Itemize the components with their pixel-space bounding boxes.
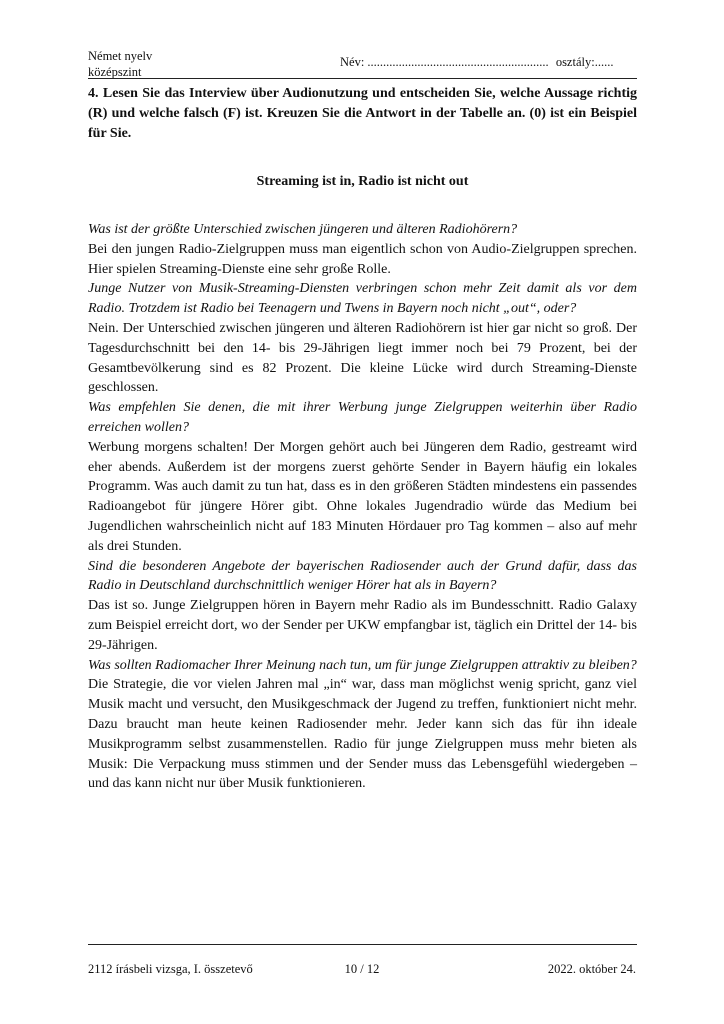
name-field: Név: ..........................................................: [340, 55, 549, 69]
interview-question: Was empfehlen Sie denen, die mit ihrer Werbung junge Zielgruppen weiterhin über Radio erreichen wollen?: [88, 400, 637, 435]
subject-level: középszint: [88, 65, 142, 79]
exam-code: 2112 írásbeli vizsga, I. összetevő: [88, 962, 253, 976]
interview-answer: Nein. Der Unterschied zwischen jüngeren und älteren Radiohörern ist hier gar nicht so groß. Der Tagesdurchschnitt bei den 14- bis 29-Jährigen liegt immer noch bei 79 Prozent, bei der Gesamtbevölkerung sind es 82 Prozent. Die kleine Lücke wird durch Streaming-Dienste geschlossen.: [88, 320, 637, 396]
interview-answer: Werbung morgens schalten! Der Morgen gehört auch bei Jüngeren dem Radio, gestreamt wird eher abends. Außerdem ist der morgens zuerst gehörte Sender in Bayern häufig ein lokales Programm. Was auch damit zu tun hat, dass es in den größeren Städten mindestens ein passendes Radioangebot für jüngere Hörer gibt. Ohne lokales Jugendradio würde das Medium bei Jugendlichen wahrscheinlich nicht auf 183 Minuten Hördauer pro Tag kommen – also auf mehr als drei Stunden.: [88, 439, 637, 554]
interview-answer: Bei den jungen Radio-Zielgruppen muss man eigentlich schon von Audio-Zielgruppen sprechen. Hier spielen Streaming-Dienste eine sehr große Rolle.: [88, 241, 637, 277]
student-info: [340, 55, 617, 70]
interview-question: Was ist der größte Unterschied zwischen jüngeren und älteren Radiohörern?: [88, 222, 518, 237]
subject-header: [88, 48, 152, 80]
interview-text: [88, 220, 637, 794]
interview-answer: Das ist so. Junge Zielgruppen hören in Bayern mehr Radio als im Bundesschnitt. Radio Galaxy zum Beispiel erreicht dort, wo der Sender per UKW empfangbar ist, täglich ein Drittel der 14- bis 29-Jährigen.: [88, 598, 637, 653]
interview-question: Junge Nutzer von Musik-Streaming-Diensten verbringen schon mehr Zeit damit als vor dem Radio. Trotzdem ist Radio bei Teenagern und Twens in Bayern noch nicht „out“, oder?: [88, 281, 637, 317]
exam-date: 2022. október 24.: [547, 962, 636, 976]
class-field: osztály:......: [555, 55, 614, 69]
interview-answer: Die Strategie, die vor vielen Jahren mal „in“ war, dass man möglichst wenig spricht, ganz viel Musik macht und versucht, den Musikgeschmack der Jugend zu treffen, funktioniert nicht mehr. Dazu braucht man heute keinen Radiosender mehr. Jeder kann sich das für ihn ideale Musikprogramm selbst zusammenstellen. Radio für junge Zielgruppen muss mehr bieten als Musik: Die Verpackung muss stimmen und der Sender muss das Lebensgefühl wiedergeben – und das kann nicht nur über Musik funktionieren.: [88, 677, 637, 792]
task-instruction: 4. Lesen Sie das Interview über Audionutzung und entscheiden Sie, welche Aussage richtig (R) und welche falsch (F) ist. Kreuzen Sie die Antwort in der Tabelle an. (0) ist ein Beispiel für Sie.: [88, 86, 637, 141]
header-divider: [88, 78, 637, 79]
page-number: 10 / 12: [344, 962, 380, 976]
subject-language: Német nyelv: [88, 49, 153, 63]
interview-question: Sind die besonderen Angebote der bayerischen Radiosender auch der Grund dafür, dass das Radio in Deutschland durchschnittlich weniger Hörer hat als in Bayern?: [88, 558, 637, 594]
interview-question: Was sollten Radiomacher Ihrer Meinung nach tun, um für junge Zielgruppen attraktiv zu bleiben?: [88, 657, 637, 673]
article-title: Streaming ist in, Radio ist nicht out: [256, 174, 469, 189]
footer-divider: [88, 944, 637, 945]
